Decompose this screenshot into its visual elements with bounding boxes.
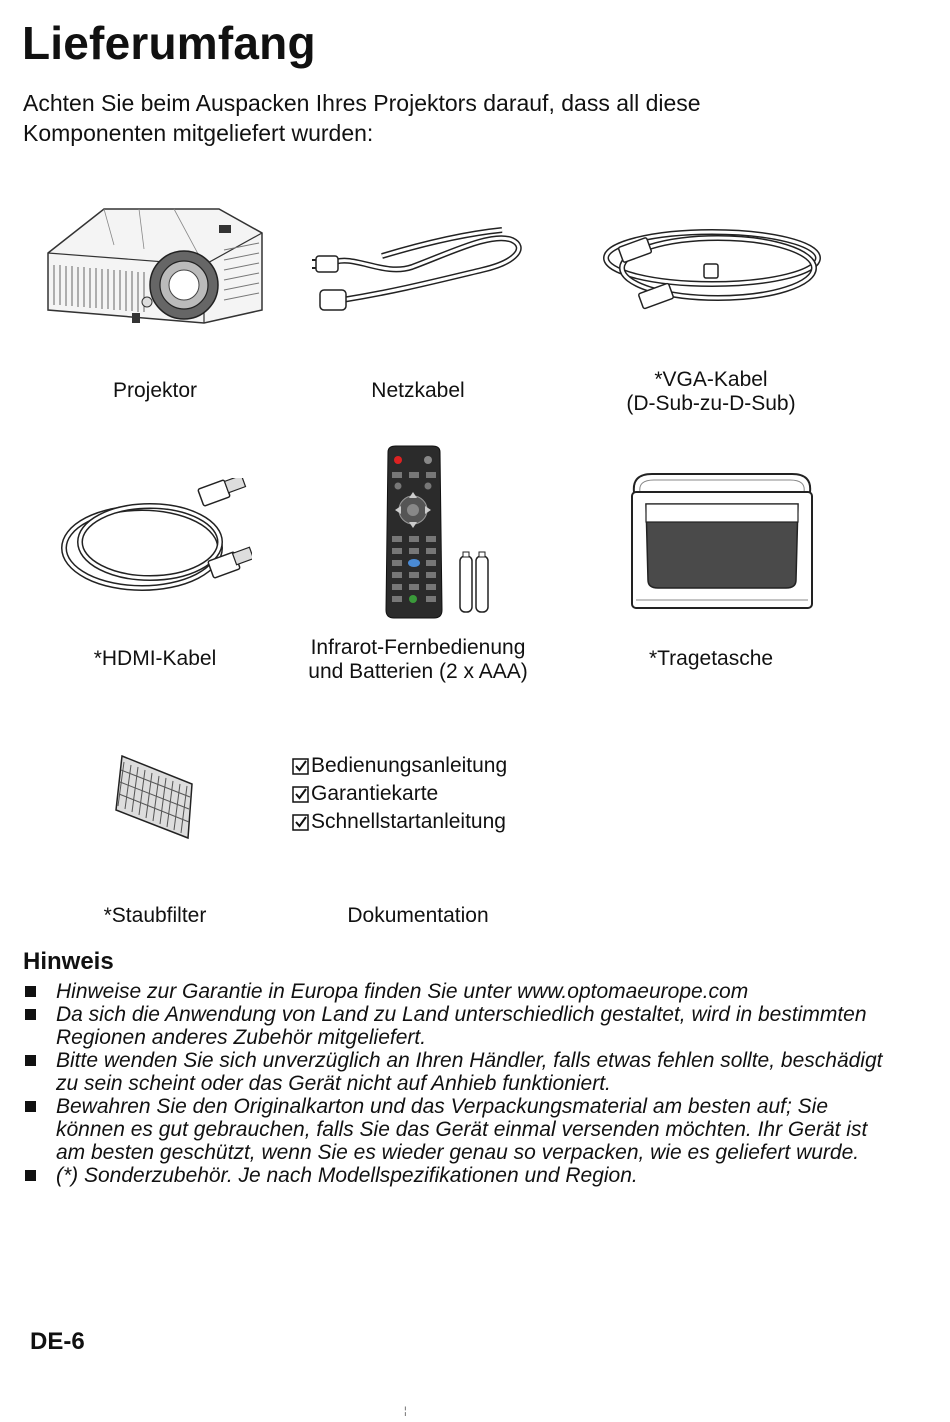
label-remote-control-line1: Infrarot-Fernbedienung bbox=[310, 636, 526, 659]
note-text: Da sich die Anwendung von Land zu Land unterschiedlich gestaltet, wird in bestimmten Regionen anderes Zubehör mitgeliefert. bbox=[56, 1003, 867, 1049]
note-item bbox=[23, 1095, 883, 1164]
hinweis-notes-list bbox=[23, 980, 883, 1187]
checkbox-checked-icon bbox=[292, 786, 309, 803]
label-dust-filter: *Staubfilter bbox=[103, 904, 207, 927]
intro-text: Achten Sie beim Auspacken Ihres Projektors darauf, dass all diese Komponenten mitgeliefert wurden: bbox=[23, 90, 701, 146]
hdmi-cable-image bbox=[60, 478, 252, 600]
square-bullet-icon bbox=[25, 1055, 36, 1066]
footer-mark: ¦ bbox=[404, 1406, 407, 1417]
label-vga-cable bbox=[600, 368, 822, 416]
label-remote-control-line2: und Batterien (2 x AAA) bbox=[308, 660, 528, 683]
note-item bbox=[23, 1164, 883, 1187]
label-remote-control bbox=[288, 636, 548, 684]
projector-image bbox=[44, 205, 266, 330]
label-hdmi-cable: *HDMI-Kabel bbox=[93, 647, 217, 670]
documentation-list bbox=[292, 752, 507, 836]
vga-cable-image bbox=[600, 218, 822, 316]
remote-control-image bbox=[382, 444, 494, 620]
label-vga-cable-line1: *VGA-Kabel bbox=[654, 368, 768, 391]
square-bullet-icon bbox=[25, 1170, 36, 1181]
label-carry-bag: *Tragetasche bbox=[648, 647, 774, 670]
square-bullet-icon bbox=[25, 1101, 36, 1112]
page-number: DE-6 bbox=[30, 1328, 85, 1355]
label-vga-cable-line2: (D-Sub-zu-D-Sub) bbox=[626, 392, 796, 415]
doc-item-manual bbox=[292, 752, 507, 780]
note-text: Bitte wenden Sie sich unverzüglich an Ihren Händler, falls etwas fehlen sollte, beschädigt zu sein scheint oder das Gerät nicht auf Anhieb funktioniert. bbox=[56, 1049, 883, 1095]
note-text: (*) Sonderzubehör. Je nach Modellspezifikationen und Region. bbox=[56, 1164, 638, 1187]
doc-item-manual-label: Bedienungsanleitung bbox=[311, 754, 508, 777]
checkbox-checked-icon bbox=[292, 814, 309, 831]
square-bullet-icon bbox=[25, 1009, 36, 1020]
label-documentation: Dokumentation bbox=[347, 904, 489, 927]
page-title: Lieferumfang bbox=[22, 17, 316, 69]
carry-bag-image bbox=[626, 470, 818, 612]
hinweis-heading: Hinweis bbox=[23, 948, 114, 975]
note-item bbox=[23, 1049, 883, 1095]
doc-item-quickstart bbox=[292, 808, 507, 836]
note-item bbox=[23, 1003, 883, 1049]
square-bullet-icon bbox=[25, 986, 36, 997]
label-power-cable: Netzkabel bbox=[371, 379, 465, 402]
note-text: Bewahren Sie den Originalkarton und das Verpackungsmaterial am besten auf; Sie können es gut gebrauchen, falls Sie das Gerät einmal versenden möchten. Ihr Gerät ist am besten geschützt, wenn Sie es wieder genau so verpacken, wie es geliefert wurde. bbox=[56, 1095, 868, 1164]
note-text: Hinweise zur Garantie in Europa finden Sie unter www.optomaeurope.com bbox=[56, 980, 749, 1003]
dust-filter-image bbox=[112, 752, 196, 842]
note-item bbox=[23, 980, 883, 1003]
power-cable-image bbox=[312, 222, 530, 312]
doc-item-warranty-label: Garantiekarte bbox=[311, 782, 439, 805]
label-projector: Projektor bbox=[112, 379, 198, 402]
checkbox-checked-icon bbox=[292, 758, 309, 775]
doc-item-warranty bbox=[292, 780, 507, 808]
doc-item-quickstart-label: Schnellstartanleitung bbox=[311, 810, 506, 833]
